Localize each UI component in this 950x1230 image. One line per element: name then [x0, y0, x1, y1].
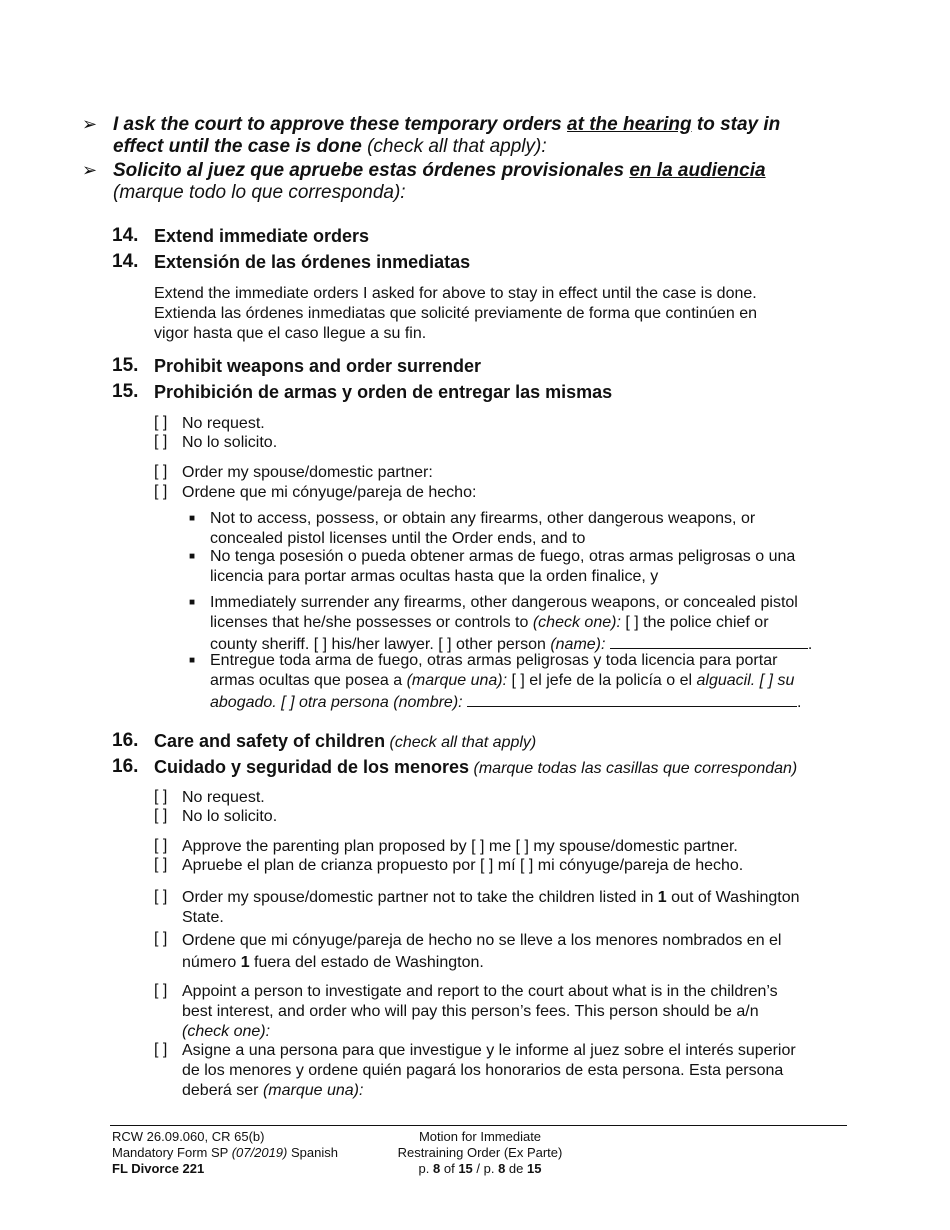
bullet-1: Not to access, possess, or obtain any firearms, other dangerous weapons, or concealed pistol licenses until the Order ends, and to — [210, 510, 756, 547]
checkbox-16-not-take[interactable]: [ ] — [154, 888, 168, 905]
bullet-4: Entregue toda arma de fuego, otras armas peligrosas y toda licencia para portar armas ocultas que posea a (marque una): [ ] el jefe de la policía o el alguacil. [ ] su abogado. [ ] otra persona (nombre): . — [210, 652, 802, 711]
arrow-bullet-icon: ➢ — [82, 114, 98, 134]
label-order-es: Ordene que mi cónyuge/pareja de hecho: — [182, 484, 477, 501]
label-no-request-es: No lo solicito. — [182, 434, 278, 451]
name-field[interactable] — [610, 633, 808, 649]
section-14-number: 14. — [112, 225, 139, 246]
label-order-en: Order my spouse/domestic partner: — [182, 464, 433, 481]
checkbox-16-parenting-plan-es[interactable]: [ ] — [154, 856, 168, 873]
section-15-number: 15. — [112, 381, 139, 402]
label-not-take-es: Ordene que mi cónyuge/pareja de hecho no se lleve a los menores nombrados en el número 1 fuera del estado de Washington. — [182, 932, 782, 971]
nombre-field[interactable] — [467, 691, 797, 707]
label-no-request-es: No lo solicito. — [182, 808, 278, 825]
checkbox-16-not-take-es[interactable]: [ ] — [154, 930, 168, 947]
footer-divider — [110, 1125, 847, 1126]
checkbox-16-appoint[interactable]: [ ] — [154, 982, 168, 999]
checkbox-16-parenting-plan[interactable]: [ ] — [154, 837, 168, 854]
label-appoint-en: Appoint a person to investigate and report to the court about what is in the children’s best interest, and order who will pay this person’s fees. This person should be a/n (check one): — [182, 983, 778, 1040]
section-16-number: 16. — [112, 756, 139, 777]
footer-left: RCW 26.09.060, CR 65(b) Mandatory Form SP (07/2019) Spanish FL Divorce 221 — [112, 1129, 338, 1176]
section-15-number: 15. — [112, 355, 139, 376]
checkbox-15-no-request[interactable]: [ ] — [154, 414, 168, 431]
section-14-title-es: Extensión de las órdenes inmediatas — [154, 252, 471, 272]
bullet-3: Immediately surrender any firearms, other dangerous weapons, or concealed pistol licenses that he/she possesses or controls to (check one): [ ] the police chief or county sheriff. [ ] his/her lawyer. [ ] other person (name): . — [210, 594, 813, 653]
square-bullet-icon: ■ — [189, 513, 196, 524]
section-15-title-es: Prohibición de armas y orden de entregar las mismas — [154, 382, 613, 402]
square-bullet-icon: ■ — [189, 597, 196, 608]
arrow-bullet-icon: ➢ — [82, 160, 98, 180]
bullet-2: No tenga posesión o pueda obtener armas de fuego, otras armas peligrosas o una licencia para portar armas ocultas hasta que la orden finalice, y — [210, 548, 796, 585]
page-number: p. 8 of 15 / p. 8 de 15 — [418, 1161, 542, 1176]
section-14-title-en: Extend immediate orders — [154, 226, 370, 246]
label-no-request-en: No request. — [182, 789, 265, 806]
checkbox-16-appoint-es[interactable]: [ ] — [154, 1041, 168, 1058]
section-16-number: 16. — [112, 730, 139, 751]
intro-es: Solicito al juez que apruebe estas órdenes provisionales en la audiencia (marque todo lo que corresponda): — [113, 160, 766, 203]
checkbox-15-order-es[interactable]: [ ] — [154, 483, 168, 500]
checkbox-15-order[interactable]: [ ] — [154, 463, 168, 480]
footer-middle: Motion for Immediate Restraining Order (Ex Parte) p. 8 of 15 / p. 8 de 15 — [390, 1129, 570, 1177]
label-appoint-es: Asigne a una persona para que investigue y le informe al juez sobre el interés superior de los menores y ordene quién pagará los honorarios de esta persona. Esta persona deberá ser (marque una): — [182, 1042, 796, 1099]
label-not-take-en: Order my spouse/domestic partner not to take the children listed in 1 out of Washington State. — [182, 889, 800, 926]
checkbox-16-no-request[interactable]: [ ] — [154, 788, 168, 805]
section-16-title-es: Cuidado y seguridad de los menores (marque todas las casillas que correspondan) — [154, 757, 798, 777]
section-15-title-en: Prohibit weapons and order surrender — [154, 356, 482, 376]
square-bullet-icon: ■ — [189, 551, 196, 562]
section-14-body: Extend the immediate orders I asked for above to stay in effect until the case is done. Extienda las órdenes inmediatas que solicité previamente de forma que continúen en vigor hasta que el caso llegue a su fin. — [154, 285, 758, 342]
label-parenting-plan-en: Approve the parenting plan proposed by [ ] me [ ] my spouse/domestic partner. — [182, 838, 738, 855]
label-parenting-plan-es: Apruebe el plan de crianza propuesto por [ ] mí [ ] mi cónyuge/pareja de hecho. — [182, 857, 744, 874]
checkbox-16-no-request-es[interactable]: [ ] — [154, 807, 168, 824]
intro-en: I ask the court to approve these temporary orders at the hearing to stay in effect until the case is done (check all that apply): — [113, 114, 781, 157]
section-16-title-en: Care and safety of children (check all that apply) — [154, 731, 537, 751]
label-no-request-en: No request. — [182, 415, 265, 432]
checkbox-15-no-request-es[interactable]: [ ] — [154, 433, 168, 450]
square-bullet-icon: ■ — [189, 655, 196, 666]
section-14-number: 14. — [112, 251, 139, 272]
